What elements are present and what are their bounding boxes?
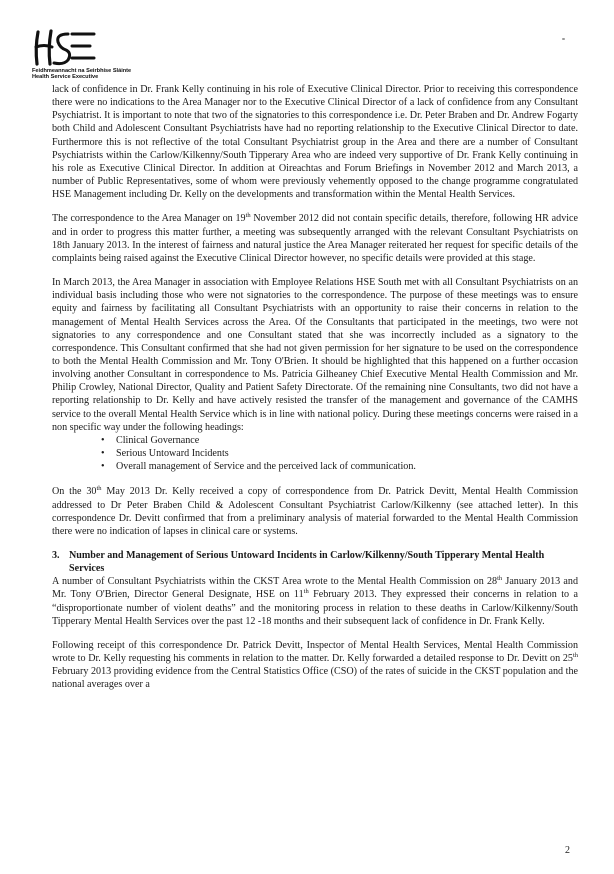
logo-english-text: Health Service Executive	[32, 74, 99, 81]
bullet-icon: •	[101, 448, 105, 460]
section-heading	[52, 549, 578, 575]
paragraph: The correspondence to the Area Manager on 19th November 2012 did not contain specific details, therefore, following HR advice and in order to progress this matter further, a meeting was subsequently arranged with the relevant Consultant Psychiatrists on 18th January 2013. In the interest of fairness and natural justice the Area Manager reiterated her request for specific details of the complaints being raised against the Executive Clinical Director however, no specific details were provided at this stage.	[52, 212, 579, 264]
paragraph: Following receipt of this correspondence Dr. Patrick Devitt, Inspector of Mental Health Services, Mental Health Commission wrote to Dr. Kelly requesting his comments in relation to the matter. Dr. Kelly forwarded a detailed response to Dr. Devitt on 25th February 2013 providing evidence from the Central Statistics Office (CSO) of the rates of suicide in the CKST population and the national averages over a	[52, 639, 578, 691]
section-title: Number and Management of Serious Untoward Incidents in Carlow/Kilkenny/South Tipperary Mental Health Services	[69, 550, 545, 575]
bullet-icon: •	[101, 461, 105, 473]
hse-logo-mark	[32, 28, 102, 68]
document-body	[52, 83, 578, 703]
paragraph: A number of Consultant Psychiatrists within the CKST Area wrote to the Mental Health Commission on 28th January 2013 and Mr. Tony O'Brien, Director General Designate, HSE on 11th February 2013. They expressed their concerns in relation to a “disproportionate number of violent deaths” and the monitoring process in relation to these deaths in Carlow/Kilkenny/South Tipperary Mental Health Services over the past 12 -18 months and their subsequent lack of confidence in Dr. Frank Kelly.	[52, 575, 578, 627]
headings-list	[52, 434, 578, 473]
paragraph: On the 30th May 2013 Dr. Kelly received a copy of correspondence from Dr. Patrick Devitt, Mental Health Commission addressed to Dr Peter Braben Child & Adolescent Consultant Psychiatrist Carlow/Kilkenny (see attached letter). In this correspondence Dr. Devitt confirmed that from a preliminary analysis of material forwarded to the Mental Health Commission there were no indication of lapses in clinical care or systems.	[52, 485, 578, 537]
paragraph: lack of confidence in Dr. Frank Kelly continuing in his role of Executive Clinical Director. Prior to receiving this correspondence there were no indications to the Area Manager nor to the Executive Clinical Director of a lack of confidence from any Consultant Psychiatrist. It is important to note that two of the signatories to this correspondence i.e. Dr. Peter Braben and Dr. Andrew Fogarty both Child and Adolescent Consultant Psychiatrists have had no reporting relationship to the Executive Clinical Director to date. Furthermore this is not reflective of the total Consultant Psychiatrist group in the Area and there are a number of Consultant Psychiatrists within the Carlow/Kilkenny/South Tipperary Area who are indeed very supportive of Dr. Frank Kelly continuing in his role as Executive Clinical Director. In addition at Oireachtas and Forum Briefings in November 2012 and March 2013, a number of Public Representatives, some of whom were previously vehemently opposed to the change programme congratulated HSE Management including Dr. Kelly on the developments and transformation within the Mental Health Services.	[52, 84, 578, 201]
scan-mark	[562, 38, 565, 40]
section-number: 3.	[52, 550, 60, 561]
logo-irish-text: Feidhmeannacht na Seirbhíse Sláinte	[32, 68, 132, 74]
list-item: • Clinical Governance	[101, 434, 200, 446]
list-item: • Serious Untoward Incidents	[101, 448, 229, 460]
page-number: 2	[565, 845, 570, 856]
paragraph: In March 2013, the Area Manager in association with Employee Relations HSE South met with all Consultant Psychiatrists on an individual basis including those who were not signatories to the correspondence. The purpose of these meetings was to ensure equity and fairness by facilitating all Consultant Psychiatrists with an opportunity to raise their concerns in relation to the management of Mental Health Services across the Area. Of the Consultants that participated in the meetings, two were not signatories to any correspondence and one Consultant stated that she was incorrectly included as a signatory to the correspondence. This Consultant confirmed that she had not given permission for her signature to be used on the correspondence to both the Mental Health Commission and Mr. Tony O'Brien. It should be highlighted that this happened on a further occasion involving another Consultant in correspondence to Ms. Patricia Gilheaney Chief Executive Mental Health Commission and Mr. Philip Crowley, National Director, Quality and Patient Safety Directorate. Of the remaining nine Consultants, two did not have a reporting relationship to Dr. Kelly and have actively resisted the transfer of the management and governance of the CAMHS service to the overall Mental Health Service which is in line with national policy. During these meetings concerns were raised in a non specific way under the following headings:	[52, 277, 578, 433]
list-item: • Overall management of Service and the perceived lack of communication.	[101, 461, 416, 473]
bullet-icon: •	[101, 434, 105, 446]
hse-logo	[32, 28, 152, 81]
